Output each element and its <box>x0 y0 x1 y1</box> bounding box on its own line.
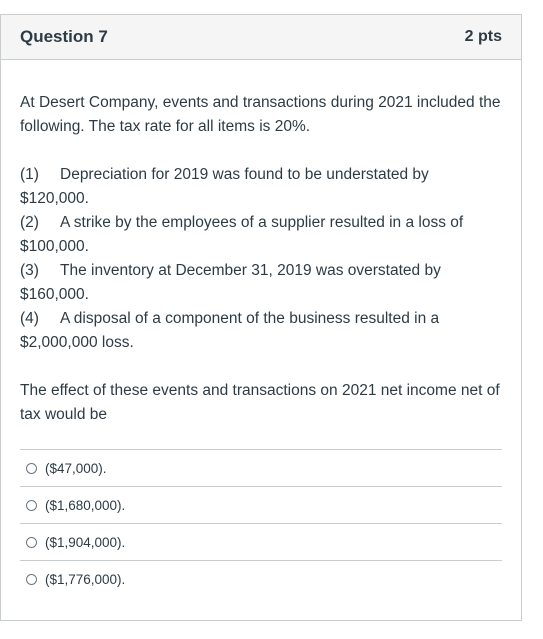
question-item-2 <box>20 211 502 259</box>
question-intro: At Desert Company, events and transactions during 2021 included the following. The tax rate for all items is 20%. <box>20 94 501 135</box>
answer-label: ($1,680,000). <box>45 497 126 513</box>
item-text-continued: $160,000. <box>20 286 89 303</box>
answer-label: ($1,904,000). <box>45 534 126 550</box>
item-text: Depreciation for 2019 was found to be understated by <box>60 166 429 183</box>
item-text: A disposal of a component of the business resulted in a <box>60 310 440 327</box>
question-points: 2 pts <box>464 28 502 45</box>
item-text-continued: $120,000. <box>20 190 89 207</box>
answer-option-3[interactable] <box>20 524 502 561</box>
question-title: Question 7 <box>20 27 108 46</box>
answer-label: ($1,776,000). <box>45 572 126 587</box>
question-header <box>1 15 521 60</box>
item-number: (2) <box>20 214 39 231</box>
item-text: The inventory at December 31, 2019 was overstated by <box>60 262 441 279</box>
radio-button[interactable] <box>26 500 37 511</box>
question-card <box>0 14 522 621</box>
item-number: (4) <box>20 310 39 327</box>
answer-label: ($47,000). <box>45 460 107 476</box>
question-item-4 <box>20 307 502 355</box>
item-number: (3) <box>20 262 39 279</box>
answer-list <box>20 449 502 598</box>
radio-button[interactable] <box>26 537 37 548</box>
question-prompt: The effect of these events and transactions on 2021 net income net of tax would be <box>20 382 500 423</box>
answer-option-2[interactable] <box>20 487 502 524</box>
question-item-3 <box>20 259 502 307</box>
answer-option-1[interactable] <box>20 450 502 487</box>
item-text-continued: $100,000. <box>20 238 89 255</box>
question-item-1 <box>20 163 502 211</box>
item-number: (1) <box>20 166 39 183</box>
item-text-continued: $2,000,000 loss. <box>20 334 134 351</box>
radio-button[interactable] <box>26 574 37 585</box>
item-text: A strike by the employees of a supplier resulted in a loss of <box>60 214 464 231</box>
question-text <box>1 60 521 427</box>
answer-option-4[interactable] <box>20 561 502 598</box>
radio-button[interactable] <box>26 463 37 474</box>
